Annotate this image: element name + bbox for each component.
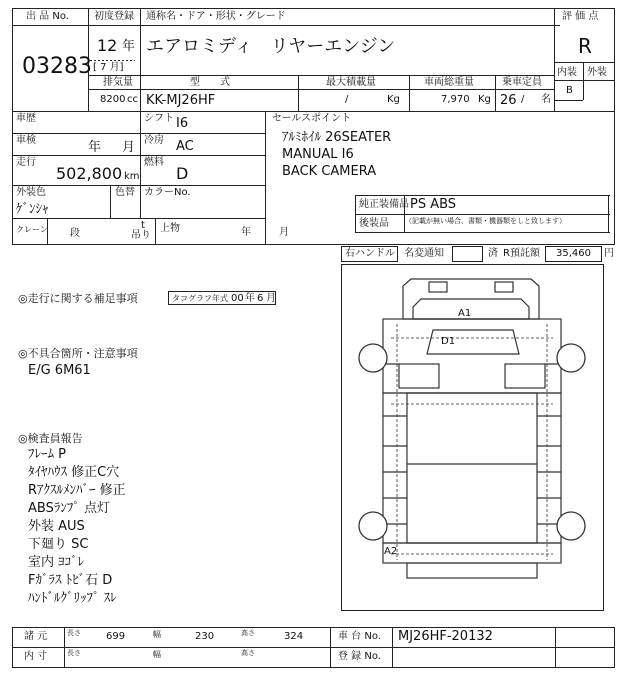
tacho-label: タコグラフ年式	[172, 294, 228, 303]
driving-title: ◎走行に関する補足事項	[18, 292, 138, 305]
capacity-sep: /	[521, 94, 525, 105]
int-width-label: 幅	[153, 650, 161, 659]
ac: AC	[176, 139, 194, 154]
length: 699	[106, 631, 126, 642]
rhd-badge: 右ハンドル	[345, 248, 395, 259]
first-reg-year: 12	[97, 36, 118, 55]
defect-item: E/G 6M61	[28, 363, 91, 378]
capacity-label: 乗車定員	[502, 77, 542, 88]
height-label: 高さ	[241, 629, 255, 637]
sales-point-1: ｱﾙﾐﾎｲﾙ 26SEATER	[282, 130, 392, 145]
vehicle-diagram	[341, 264, 603, 610]
lot-no-label: 出 品 No.	[26, 11, 69, 22]
gross-weight-unit: Kg	[478, 94, 491, 105]
recycle-deposit-label: R預託額	[503, 248, 540, 259]
damage-mark-d1: D1	[441, 336, 456, 347]
ext-color-label: 外装色	[16, 187, 46, 198]
reg-no-label: 登 録 No.	[338, 651, 381, 662]
crane-label: クレーン	[16, 225, 48, 234]
inspector-item-4: ABSﾗﾝﾌﾟ 点灯	[28, 501, 110, 516]
inspector-item-9: ﾊﾝﾄﾞﾙｸﾞﾘｯﾌﾟ ｽﾚ	[28, 591, 117, 606]
shift: I6	[176, 116, 189, 131]
year-unit: 年	[122, 39, 136, 54]
displacement-unit: cc	[127, 94, 138, 105]
fuel: D	[176, 164, 189, 183]
color-no-label: 色替	[115, 187, 135, 198]
gross-weight-label: 車両総重量	[424, 77, 474, 88]
max-load: /	[345, 94, 349, 105]
inspector-item-3: Rｱｸｽﾙﾒﾝﾊﾞｰ 修正	[28, 483, 126, 498]
int-height-label: 高さ	[241, 649, 255, 657]
capacity-unit: 名	[541, 94, 551, 105]
sales-point-3: BACK CAMERA	[282, 164, 377, 179]
damage-mark-a1: A1	[458, 308, 472, 319]
equipment: PS ABS	[410, 197, 457, 212]
inspection-label: 車検	[16, 135, 36, 146]
length-label: 長さ	[67, 629, 81, 637]
model-code-label: 型 式	[190, 77, 230, 88]
body-label: 上物	[160, 223, 180, 234]
defects-title: ◎不具合箇所・注意事項	[18, 347, 138, 360]
aftermarket-note: （記載が無い場合、書類・機器類をしと致します）	[405, 217, 566, 225]
equipment-label: 純正装備品	[359, 199, 409, 210]
crane-tsuri: 吊り	[131, 230, 151, 241]
color-no-label-2: カラーNo.	[144, 187, 191, 198]
grade-label: 評 価 点	[562, 11, 599, 22]
tacho-year-unit: 年	[245, 293, 255, 304]
mileage-unit: km	[124, 171, 140, 182]
gross-weight: 7,970	[441, 94, 470, 105]
width-label: 幅	[153, 630, 161, 639]
recycle-unit: 円	[604, 248, 614, 259]
body-year: 年	[241, 227, 251, 238]
inspection-month: 月	[122, 140, 136, 155]
aftermarket-label: 後装品	[359, 218, 389, 229]
height: 324	[284, 631, 304, 642]
body-month: 月	[279, 227, 289, 238]
inspector-item-6: 下廻り SC	[28, 537, 89, 552]
interior-grade: B	[566, 85, 573, 96]
displacement: 8200	[100, 94, 126, 105]
tacho-month: 6	[257, 293, 264, 304]
capacity: 26	[500, 93, 517, 108]
damage-mark-a2: A2	[384, 546, 398, 557]
mileage-label: 走行	[16, 157, 36, 168]
tacho-month-unit: 月	[266, 293, 276, 304]
model-name-label: 通称名・ドア・形状・グレード	[146, 11, 286, 22]
shift-label: シフト	[144, 113, 174, 124]
max-load-unit: Kg	[387, 94, 400, 105]
first-reg-label: 初度登録	[94, 11, 134, 22]
fuel-label: 燃料	[144, 157, 164, 168]
inspection-year: 年	[88, 140, 102, 155]
ac-label: 冷房	[144, 135, 164, 146]
sales-points-label: セールスポイント	[272, 113, 352, 124]
displacement-label: 排気量	[103, 77, 133, 88]
recycle-deposit: 35,460	[556, 248, 591, 259]
lot-no: 03283	[22, 54, 92, 79]
inspector-item-1: ﾌﾚｰﾑ P	[28, 447, 66, 462]
tacho-year: 00	[231, 293, 244, 304]
inspector-item-2: ﾀｲﾔﾊｳｽ 修正C穴	[28, 465, 120, 480]
interior-dims-label: 内 寸	[24, 651, 48, 662]
int-length-label: 長さ	[67, 649, 81, 657]
max-load-label: 最大積載量	[326, 77, 376, 88]
first-reg-month: [ 7 月]	[93, 62, 124, 73]
inspector-title: ◎検査員報告	[18, 432, 83, 445]
width: 230	[195, 631, 215, 642]
crane-dan: 段	[70, 228, 80, 239]
recycle-label: 済	[488, 248, 498, 259]
interior-label: 内装	[557, 67, 577, 78]
history-label: 車歴	[16, 113, 36, 124]
inspector-item-7: 室内 ﾖｺﾞﾚ	[28, 555, 85, 570]
ext-color: ｹﾞﾝｼｬ	[16, 202, 49, 217]
name-change-label: 名変通知	[404, 248, 444, 259]
inspector-item-5: 外装 AUS	[28, 519, 85, 534]
model-name: エアロミディ リヤーエンジン	[146, 36, 396, 57]
inspector-item-8: Fｶﾞﾗｽ ﾄﾋﾞ石 D	[28, 573, 113, 588]
dims-label: 諸 元	[24, 631, 48, 642]
crane-t: t	[141, 220, 145, 231]
model-code: KK-MJ26HF	[146, 93, 216, 108]
chassis-no: MJ26HF-20132	[398, 629, 493, 644]
mileage: 502,800	[56, 164, 123, 183]
exterior-label: 外装	[587, 67, 607, 78]
sales-point-2: MANUAL I6	[282, 147, 354, 162]
chassis-label: 車 台 No.	[338, 631, 381, 642]
grade: R	[578, 34, 592, 58]
